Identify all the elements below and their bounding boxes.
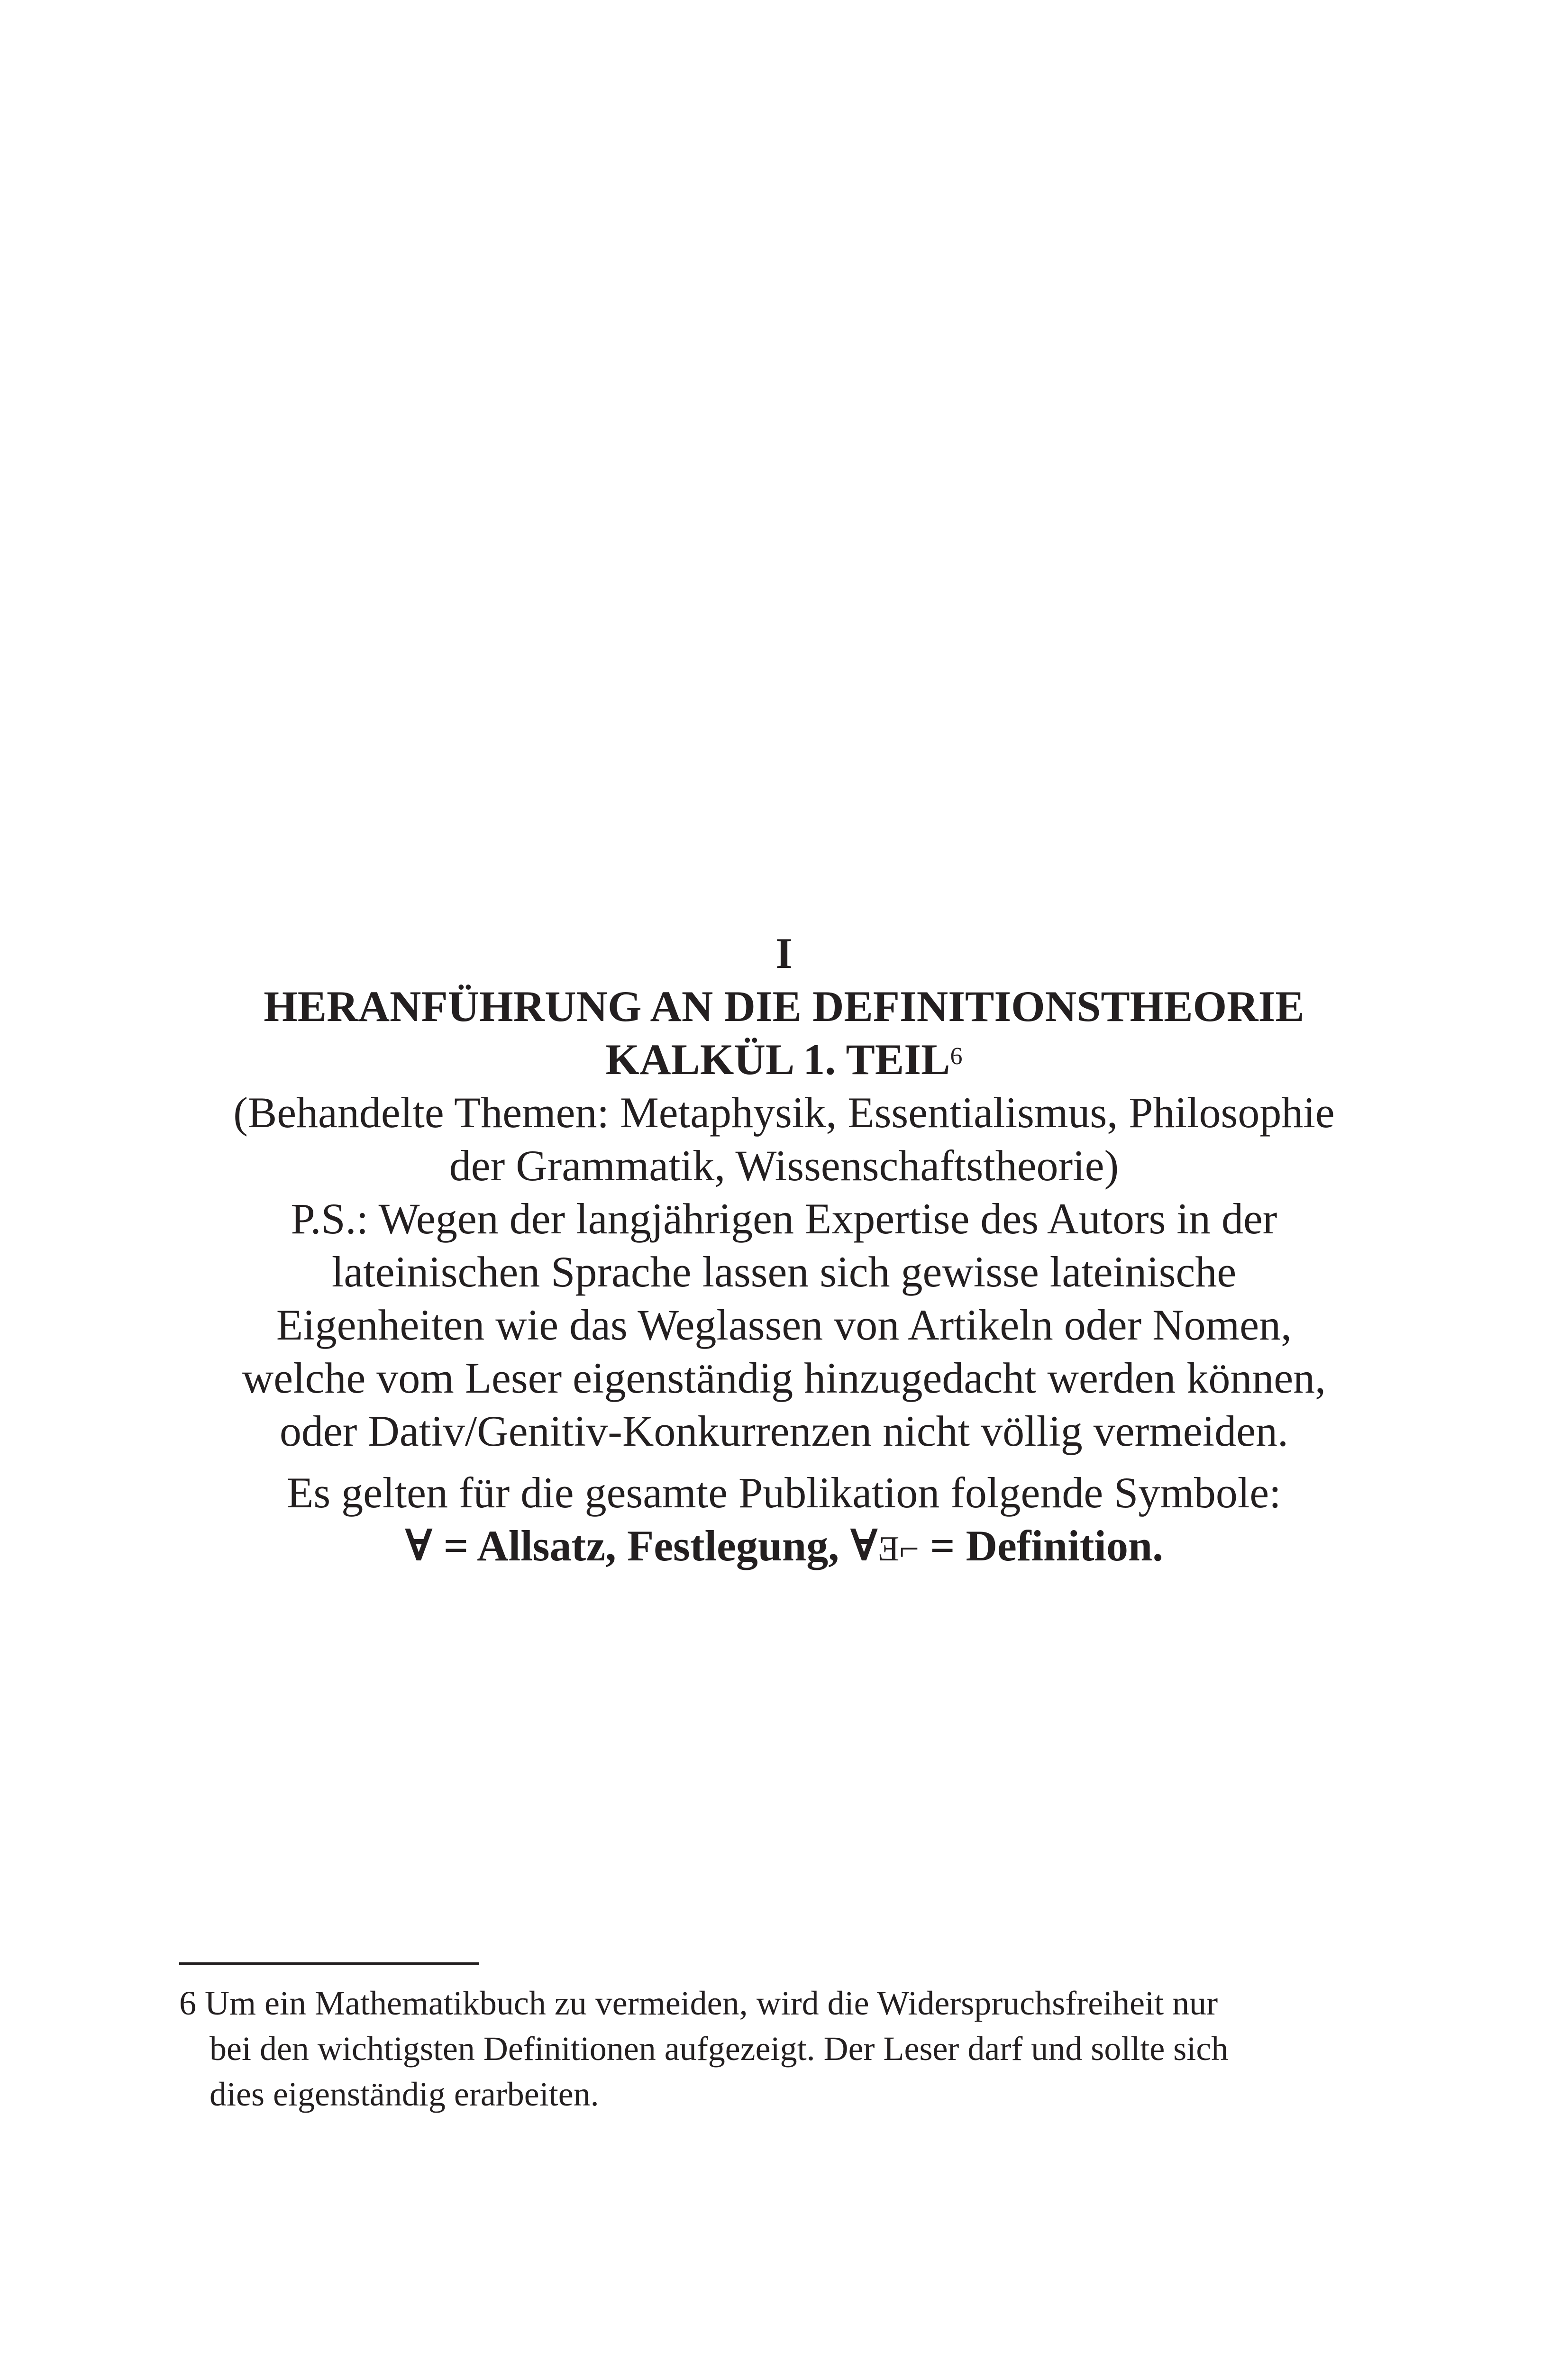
spacer <box>142 1458 1426 1466</box>
ps-line-4: welche vom Leser eigenständig hinzugedacht werden können, <box>242 1354 1326 1402</box>
footnote-text-1: Um ein Mathematikbuch zu vermeiden, wird die Widerspruchsfreiheit nur <box>196 1984 1218 2022</box>
ps-line-2: lateinischen Sprache lassen sich gewisse lateinische <box>331 1248 1237 1296</box>
forall-meaning: = Allsatz, Festlegung, <box>432 1522 850 1570</box>
symbols-legend <box>142 1519 1426 1576</box>
footnote-line-3: dies eigenständig erarbeiten. <box>210 2075 599 2113</box>
forall-symbol: ∀ <box>404 1522 433 1570</box>
topics-line-1: (Behandelte Themen: Metaphysik, Essentialismus, Philosophie <box>233 1088 1335 1137</box>
footnote-number: 6 <box>179 1984 196 2022</box>
subtitle-text: KALKÜL 1. TEIL <box>605 1035 950 1084</box>
definition-symbol-not-exists: ¬E <box>878 1530 920 1568</box>
footnote-divider <box>179 1962 479 1965</box>
footnote-line-1 <box>179 1980 1393 2026</box>
chapter-heading-block <box>142 927 1426 1576</box>
chapter-number: I <box>775 929 793 977</box>
footnote-line-2: bei den wichtigsten Definitionen aufgezeigt. Der Leser darf und sollte sich <box>210 2030 1229 2068</box>
footnote-block <box>179 1980 1393 2117</box>
chapter-subtitle <box>142 1033 1426 1086</box>
definition-meaning: = Definition. <box>919 1522 1164 1570</box>
ps-line-1: P.S.: Wegen der langjährigen Expertise des Autors in der <box>291 1194 1277 1243</box>
topics-line-2: der Grammatik, Wissenschaftstheorie) <box>449 1141 1119 1190</box>
definition-symbol-forall: ∀ <box>850 1522 878 1570</box>
footnote-reference: 6 <box>950 1043 963 1070</box>
ps-line-5: oder Dativ/Genitiv-Konkurrenzen nicht völlig vermeiden. <box>279 1407 1289 1455</box>
chapter-title: HERANFÜHRUNG AN DIE DEFINITIONSTHEORIE <box>264 982 1304 1030</box>
ps-line-3: Eigenheiten wie das Weglassen von Artikeln oder Nomen, <box>276 1301 1292 1349</box>
symbols-intro: Es gelten für die gesamte Publikation folgende Symbole: <box>287 1468 1281 1517</box>
